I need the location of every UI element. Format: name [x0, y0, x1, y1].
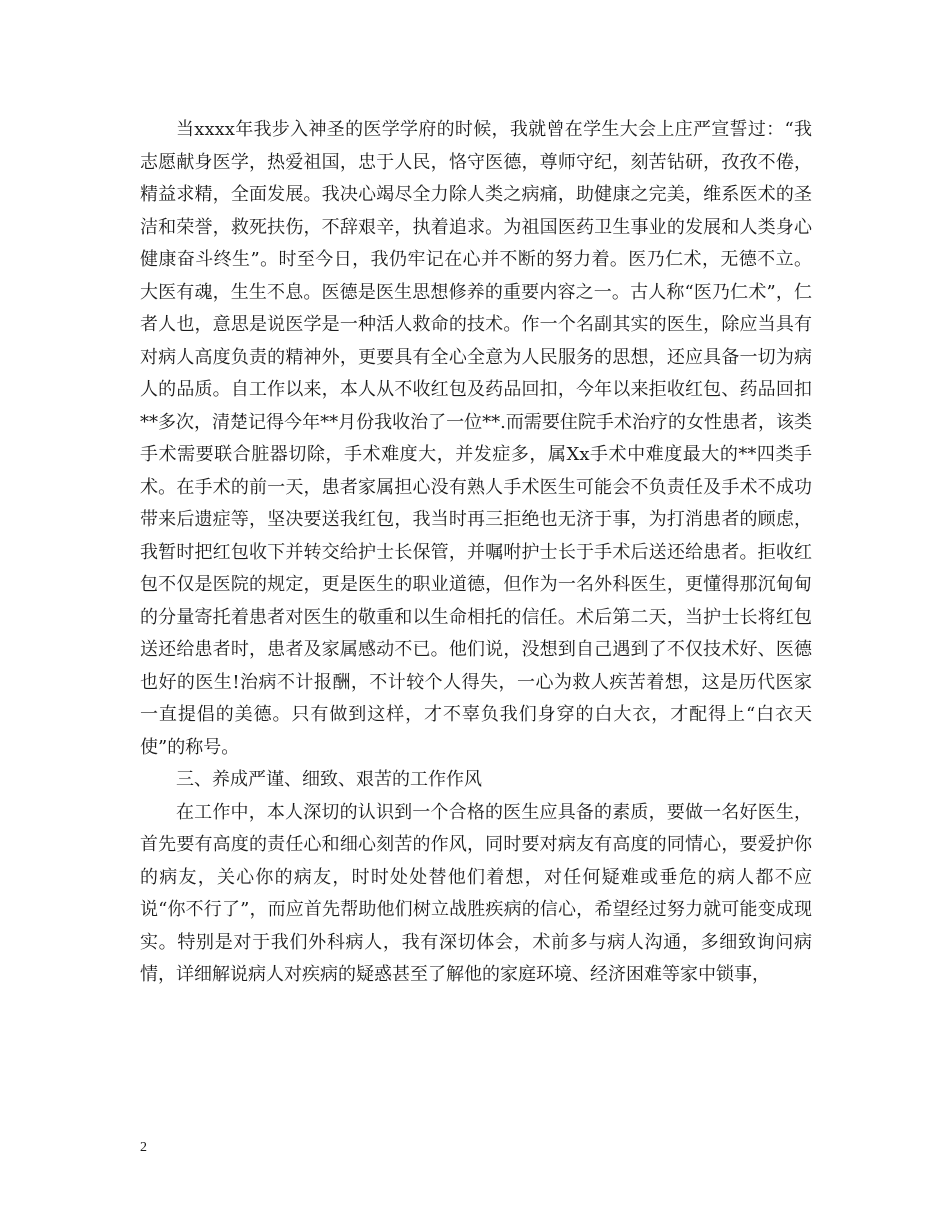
paragraph-work-style: 在工作中，本人深切的认识到一个合格的医生应具备的素质，要做一名好医生，首先要有高度的责任心和细心刻苦的作风，同时要对病友有高度的同情心，要爱护你的病友，关心你的病友，时时处处替他们着想，对任何疑难或垂危的病人都不应说“你不行了”，而应首先帮助他们树立战胜疾病的信心，希望经过努力就可能变成现实。特别是对于我们外科病人，我有深切体会，术前多与病人沟通，多细致询问病情，详细解说病人对疾病的疑惑甚至了解他的家庭环境、经济困难等家中锁事， — [140, 801, 812, 985]
page-number: 2 — [140, 1140, 147, 1155]
section-heading: 三、养成严谨、细致、艰苦的工作作风 — [176, 769, 482, 790]
body-text — [140, 114, 812, 992]
paragraph-oath: 当xxxx年我步入神圣的医学学府的时候，我就曾在学生大会上庄严宣誓过：“我志愿献身医学，热爱祖国，忠于人民，恪守医德，尊师守纪，刻苦钻研，孜孜不倦，精益求精，全面发展。我决心竭尽全力除人类之病痛，助健康之完美，维系医术的圣洁和荣誉，救死扶伤，不辞艰辛，执着追求。为祖国医药卫生事业的发展和人类身心健康奋斗终生”。时至今日，我仍牢记在心并不断的努力着。医乃仁术，无德不立。大医有魂，生生不息。医德是医生思想修养的重要内容之一。古人称“医乃仁术”，仁者人也，意思是说医学是一种活人救命的技术。作一个名副其实的医生，除应当具有对病人高度负责的精神外，更要具有全心全意为人民服务的思想，还应具备一切为病人的品质。自工作以来，本人从不收红包及药品回扣，今年以来拒收红包、药品回扣**多次，清楚记得今年**月份我收治了一位**.而需要住院手术治疗的女性患者，该类手术需要联合脏器切除，手术难度大，并发症多，属Xx手术中难度最大的**四类手术。在手术的前一天，患者家属担心没有熟人手术医生可能会不负责任及手术不成功带来后遗症等，坚决要送我红包，我当时再三拒绝也无济于事，为打消患者的顾虑，我暂时把红包收下并转交给护士长保管，并嘱咐护士长于手术后送还给患者。拒收红包不仅是医院的规定，更是医生的职业道德，但作为一名外科医生，更懂得那沉甸甸的分量寄托着患者对医生的敬重和以生命相托的信任。术后第二天，当护士长将红包送还给患者时，患者及家属感动不已。他们说，没想到自己遇到了不仅技术好、医德也好的医生!治病不计报酬，不计较个人得失，一心为救人疾苦着想，这是历代医家一直提倡的美德。只有做到这样，才不辜负我们身穿的白大衣，才配得上“白衣天使”的称号。 — [140, 119, 812, 758]
